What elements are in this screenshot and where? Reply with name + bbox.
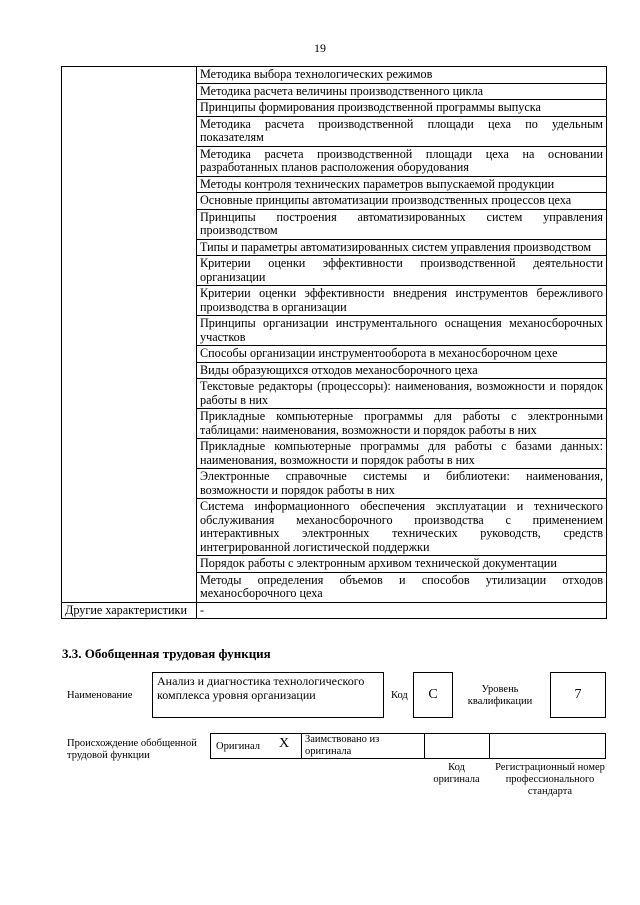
knowledge-item: Порядок работы с электронным архивом технической документации [197,556,607,573]
knowledge-item: Прикладные компьютерные программы для работы с электронными таблицами: наименования, возможности и порядок работы в них [197,409,607,439]
knowledge-item: Электронные справочные системы и библиотеки: наименования, возможности и порядок работы в них [197,469,607,499]
knowledge-item: Критерии оценки эффективности производственной деятельности организации [197,256,607,286]
code-label: Код [391,690,408,701]
name-label: Наименование [67,690,133,701]
borrowed-label: Заимствовано из оригинала [305,734,380,757]
other-label: Другие характеристики [62,602,197,619]
row-label-cell [62,67,197,603]
section-title: 3.3. Обобщенная трудовая функция [62,646,271,661]
knowledge-item: Методы контроля технических параметров выпускаемой продукции [197,176,607,193]
table-row [62,602,607,619]
knowledge-item: Прикладные компьютерные программы для работы с базами данных: наименования, возможности и порядок работы в них [197,439,607,469]
divider [424,733,425,759]
knowledge-item: Методика расчета производственной площади цеха по удельным показателям [197,116,607,146]
knowledge-item: Текстовые редакторы (процессоры): наименования, возможности и порядок работы в них [197,379,607,409]
knowledge-item: Методы определения объемов и способов утилизации отходов механосборочного цеха [197,572,607,602]
level-label: Уровень квалификации [467,684,533,707]
level-value-box [550,672,606,718]
knowledge-item: Принципы построения автоматизированных систем управления производством [197,209,607,239]
original-label: Оригинал [216,741,260,752]
divider [489,733,490,759]
page-number: 19 [314,41,326,55]
knowledge-item: Методика выбора технологических режимов [197,67,607,84]
knowledge-item: Типы и параметры автоматизированных систем управления производством [197,239,607,256]
code-value: С [428,687,438,702]
reg-number-label: Регистрационный номер профессионального стандарта [495,762,605,797]
knowledge-item: Виды образующихся отходов механосборочного цеха [197,362,607,379]
table-row [62,67,607,84]
knowledge-item: Принципы формирования производственной программы выпуска [197,100,607,117]
knowledge-item: Методика расчета производственной площади цеха на основании разработанных планов расположения оборудования [197,146,607,176]
name-value: Анализ и диагностика технологического комплекса уровня организации [157,674,365,702]
knowledge-item: Система информационного обеспечения эксплуатации и технического обслуживания механосборочного производства с применением интерактивных электронных технических руководств, средств интегрированной логистической поддержки [197,499,607,556]
knowledge-item: Принципы организации инструментального оснащения механосборочных участков [197,316,607,346]
code-value-box [413,672,453,718]
requirements-table [61,66,607,619]
knowledge-item: Критерии оценки эффективности внедрения инструментов бережливого производства в организации [197,286,607,316]
knowledge-item: Основные принципы автоматизации производственных процессов цеха [197,193,607,210]
original-mark: Х [279,736,290,751]
level-value: 7 [574,687,582,702]
name-value-box [152,672,384,718]
other-value: - [197,602,607,619]
divider [301,733,302,759]
origin-label: Происхождение обобщенной трудовой функции [67,738,197,761]
knowledge-item: Способы организации инструментооборота в механосборочном цехе [197,346,607,363]
knowledge-item: Методика расчета величины производственного цикла [197,83,607,100]
code-original-label: Код оригинала [433,762,480,785]
